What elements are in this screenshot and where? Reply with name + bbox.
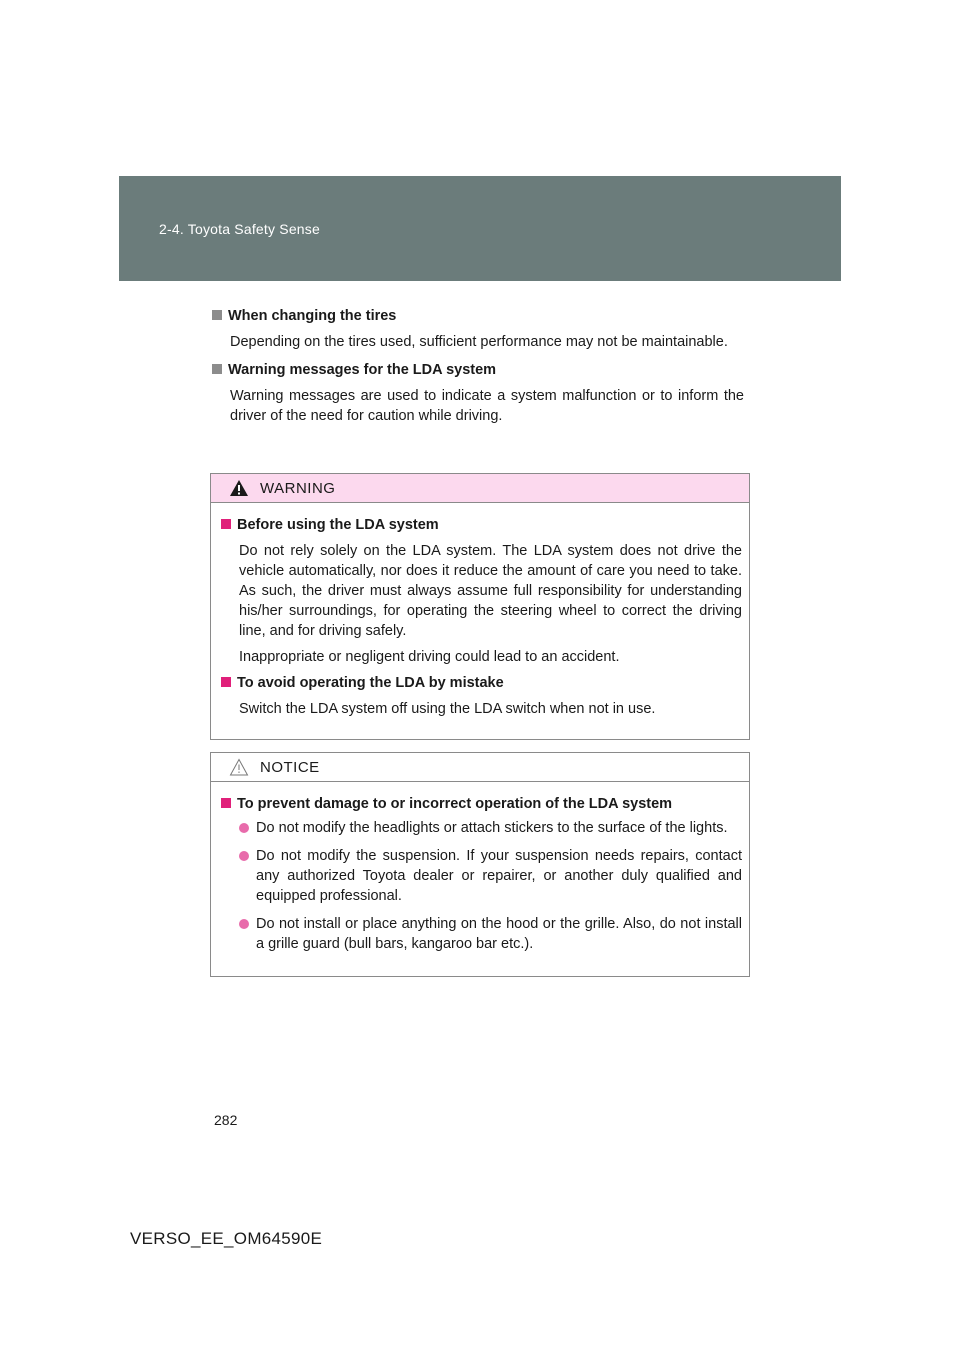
notice-bullet: Do not modify the headlights or attach stickers to the surface of the lights.: [239, 818, 742, 838]
warning-title: WARNING: [260, 479, 336, 497]
warning-paragraph: Switch the LDA system off using the LDA switch when not in use.: [239, 701, 656, 717]
document-code: VERSO_EE_OM64590E: [130, 1229, 323, 1248]
intro-text-tires: Depending on the tires used, sufficient performance may not be maintainable.: [230, 334, 728, 350]
square-bullet-icon: [221, 519, 231, 529]
intro-text-warnings: Warning messages are used to indicate a system malfunction or to inform the driver of the need for caution while driving.: [230, 388, 744, 424]
round-bullet-icon: [239, 823, 249, 833]
warning-paragraph: Do not rely solely on the LDA system. The LDA system does not drive the vehicle automatically, nor does it reduce the amount of care you need to take. As such, the driver must always assume full responsibility for understanding his/her surroundings, for operating the steering wheel to correct the driving line, and for driving safely.: [239, 543, 742, 639]
notice-body: [211, 782, 749, 976]
notice-box: [210, 752, 750, 977]
intro-section: [212, 306, 744, 434]
warning-box: [210, 473, 750, 740]
page-number: 282: [214, 1112, 238, 1128]
section-title: 2-4. Toyota Safety Sense: [159, 221, 320, 237]
square-bullet-icon: [221, 677, 231, 687]
warning-paragraph: Inappropriate or negligent driving could lead to an accident.: [239, 649, 620, 665]
intro-heading-tires: When changing the tires: [212, 306, 744, 327]
square-bullet-icon: [221, 798, 231, 808]
round-bullet-icon: [239, 851, 249, 861]
warning-header: [211, 474, 749, 503]
caution-triangle-icon: [229, 758, 249, 776]
notice-header: [211, 753, 749, 782]
intro-heading-warnings: Warning messages for the LDA system: [212, 360, 744, 381]
warning-body: [211, 503, 749, 739]
notice-title: NOTICE: [260, 758, 320, 776]
notice-heading: To prevent damage to or incorrect operation of the LDA system: [221, 794, 742, 815]
header-band: [119, 176, 841, 281]
notice-bullet: Do not install or place anything on the hood or the grille. Also, do not install a grille guard (bull bars, kangaroo bar etc.).: [239, 914, 742, 954]
warning-heading-avoid-mistake: To avoid operating the LDA by mistake: [221, 673, 742, 694]
notice-bullet: Do not modify the suspension. If your suspension needs repairs, contact any authorized Toyota dealer or repairer, or another duly qualified and equipped professional.: [239, 846, 742, 906]
square-bullet-icon: [212, 310, 222, 320]
warning-triangle-icon: [229, 479, 249, 497]
square-bullet-icon: [212, 364, 222, 374]
round-bullet-icon: [239, 919, 249, 929]
warning-heading-before-using: Before using the LDA system: [221, 515, 742, 536]
